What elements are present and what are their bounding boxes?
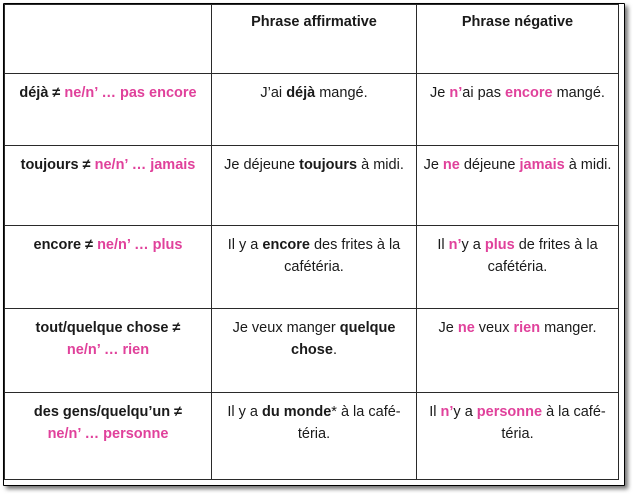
- header-affirmative: Phrase affirmative: [212, 5, 417, 74]
- term-word: tout/quelque chose ≠: [35, 320, 181, 336]
- aff-text: J’ai: [260, 85, 287, 101]
- neg-text: Il: [429, 404, 441, 420]
- neg-text: Je: [438, 320, 458, 336]
- neg-text: y a: [461, 237, 485, 253]
- neg-text: Je: [430, 85, 450, 101]
- aff-keyword: quelque chose: [291, 320, 396, 358]
- negative-cell: [417, 309, 619, 393]
- affirmative-cell: [212, 74, 417, 146]
- term-cell: [5, 74, 212, 146]
- aff-text: * à la cafétéria.: [297, 404, 401, 442]
- term-cell: [5, 309, 212, 393]
- neg-text: veux: [474, 320, 514, 336]
- aff-text: mangé.: [315, 85, 368, 101]
- affirmative-cell: [212, 309, 417, 393]
- aff-text: .: [332, 342, 337, 358]
- neg-text: ai pas: [462, 85, 505, 101]
- table-row: [5, 309, 619, 393]
- neg-particle: ne: [457, 320, 475, 336]
- neg-text: Je: [423, 157, 443, 173]
- neg-particle: n’: [449, 85, 463, 101]
- neg-keyword: jamais: [519, 157, 565, 173]
- term-word: des gens/quelqu’un ≠: [33, 404, 183, 420]
- affirmative-cell: [212, 393, 417, 480]
- neg-particle: ne: [442, 157, 460, 173]
- neg-text: y a: [453, 404, 477, 420]
- table-row: [5, 74, 619, 146]
- aff-keyword: toujours: [299, 157, 358, 173]
- term-word: toujours ≠: [20, 157, 95, 173]
- negative-cell: [417, 226, 619, 309]
- affirmative-cell: [212, 226, 417, 309]
- negation-grammar-table: [4, 4, 619, 480]
- neg-keyword: plus: [484, 237, 515, 253]
- term-word: déjà ≠: [19, 85, 65, 101]
- neg-particle: n’: [448, 237, 462, 253]
- table-row: [5, 226, 619, 309]
- neg-text: déjeune: [459, 157, 520, 173]
- negative-cell: [417, 146, 619, 226]
- neg-text: de frites à la cafétéria.: [487, 237, 598, 275]
- neg-text: à midi.: [564, 157, 612, 173]
- term-negation: ne/n’ … pas encore: [64, 85, 197, 101]
- neg-keyword: encore: [505, 85, 553, 101]
- neg-keyword: personne: [476, 404, 543, 420]
- neg-text: Il: [437, 237, 449, 253]
- term-cell: [5, 393, 212, 480]
- aff-text: des frites à la cafétéria.: [284, 237, 401, 275]
- neg-keyword: rien: [513, 320, 541, 336]
- table-row: [5, 146, 619, 226]
- aff-text: Je déjeune: [224, 157, 300, 173]
- negative-cell: [417, 74, 619, 146]
- term-negation: ne/n’ … plus: [97, 237, 183, 253]
- term-cell: [5, 226, 212, 309]
- negative-cell: [417, 393, 619, 480]
- aff-text: Il y a: [227, 404, 263, 420]
- term-negation: ne/n’ … jamais: [94, 157, 196, 173]
- term-cell: [5, 146, 212, 226]
- neg-text: à la cafétéria.: [501, 404, 606, 442]
- neg-particle: n’: [440, 404, 454, 420]
- aff-text: Je veux manger: [232, 320, 340, 336]
- aff-keyword: du monde: [262, 404, 332, 420]
- aff-keyword: déjà: [286, 85, 316, 101]
- aff-text: à midi.: [357, 157, 404, 173]
- affirmative-cell: [212, 146, 417, 226]
- header-empty-cell: [5, 5, 212, 74]
- term-word: encore ≠: [33, 237, 98, 253]
- header-negative: Phrase négative: [417, 5, 619, 74]
- neg-text: manger.: [540, 320, 597, 336]
- table-row: [5, 393, 619, 480]
- aff-text: Il y a: [227, 237, 263, 253]
- term-negation: ne/n’ … personne: [47, 426, 169, 442]
- table-header-row: [5, 5, 619, 74]
- aff-keyword: encore: [262, 237, 310, 253]
- term-negation: ne/n’ … rien: [66, 342, 150, 358]
- neg-text: mangé.: [552, 85, 605, 101]
